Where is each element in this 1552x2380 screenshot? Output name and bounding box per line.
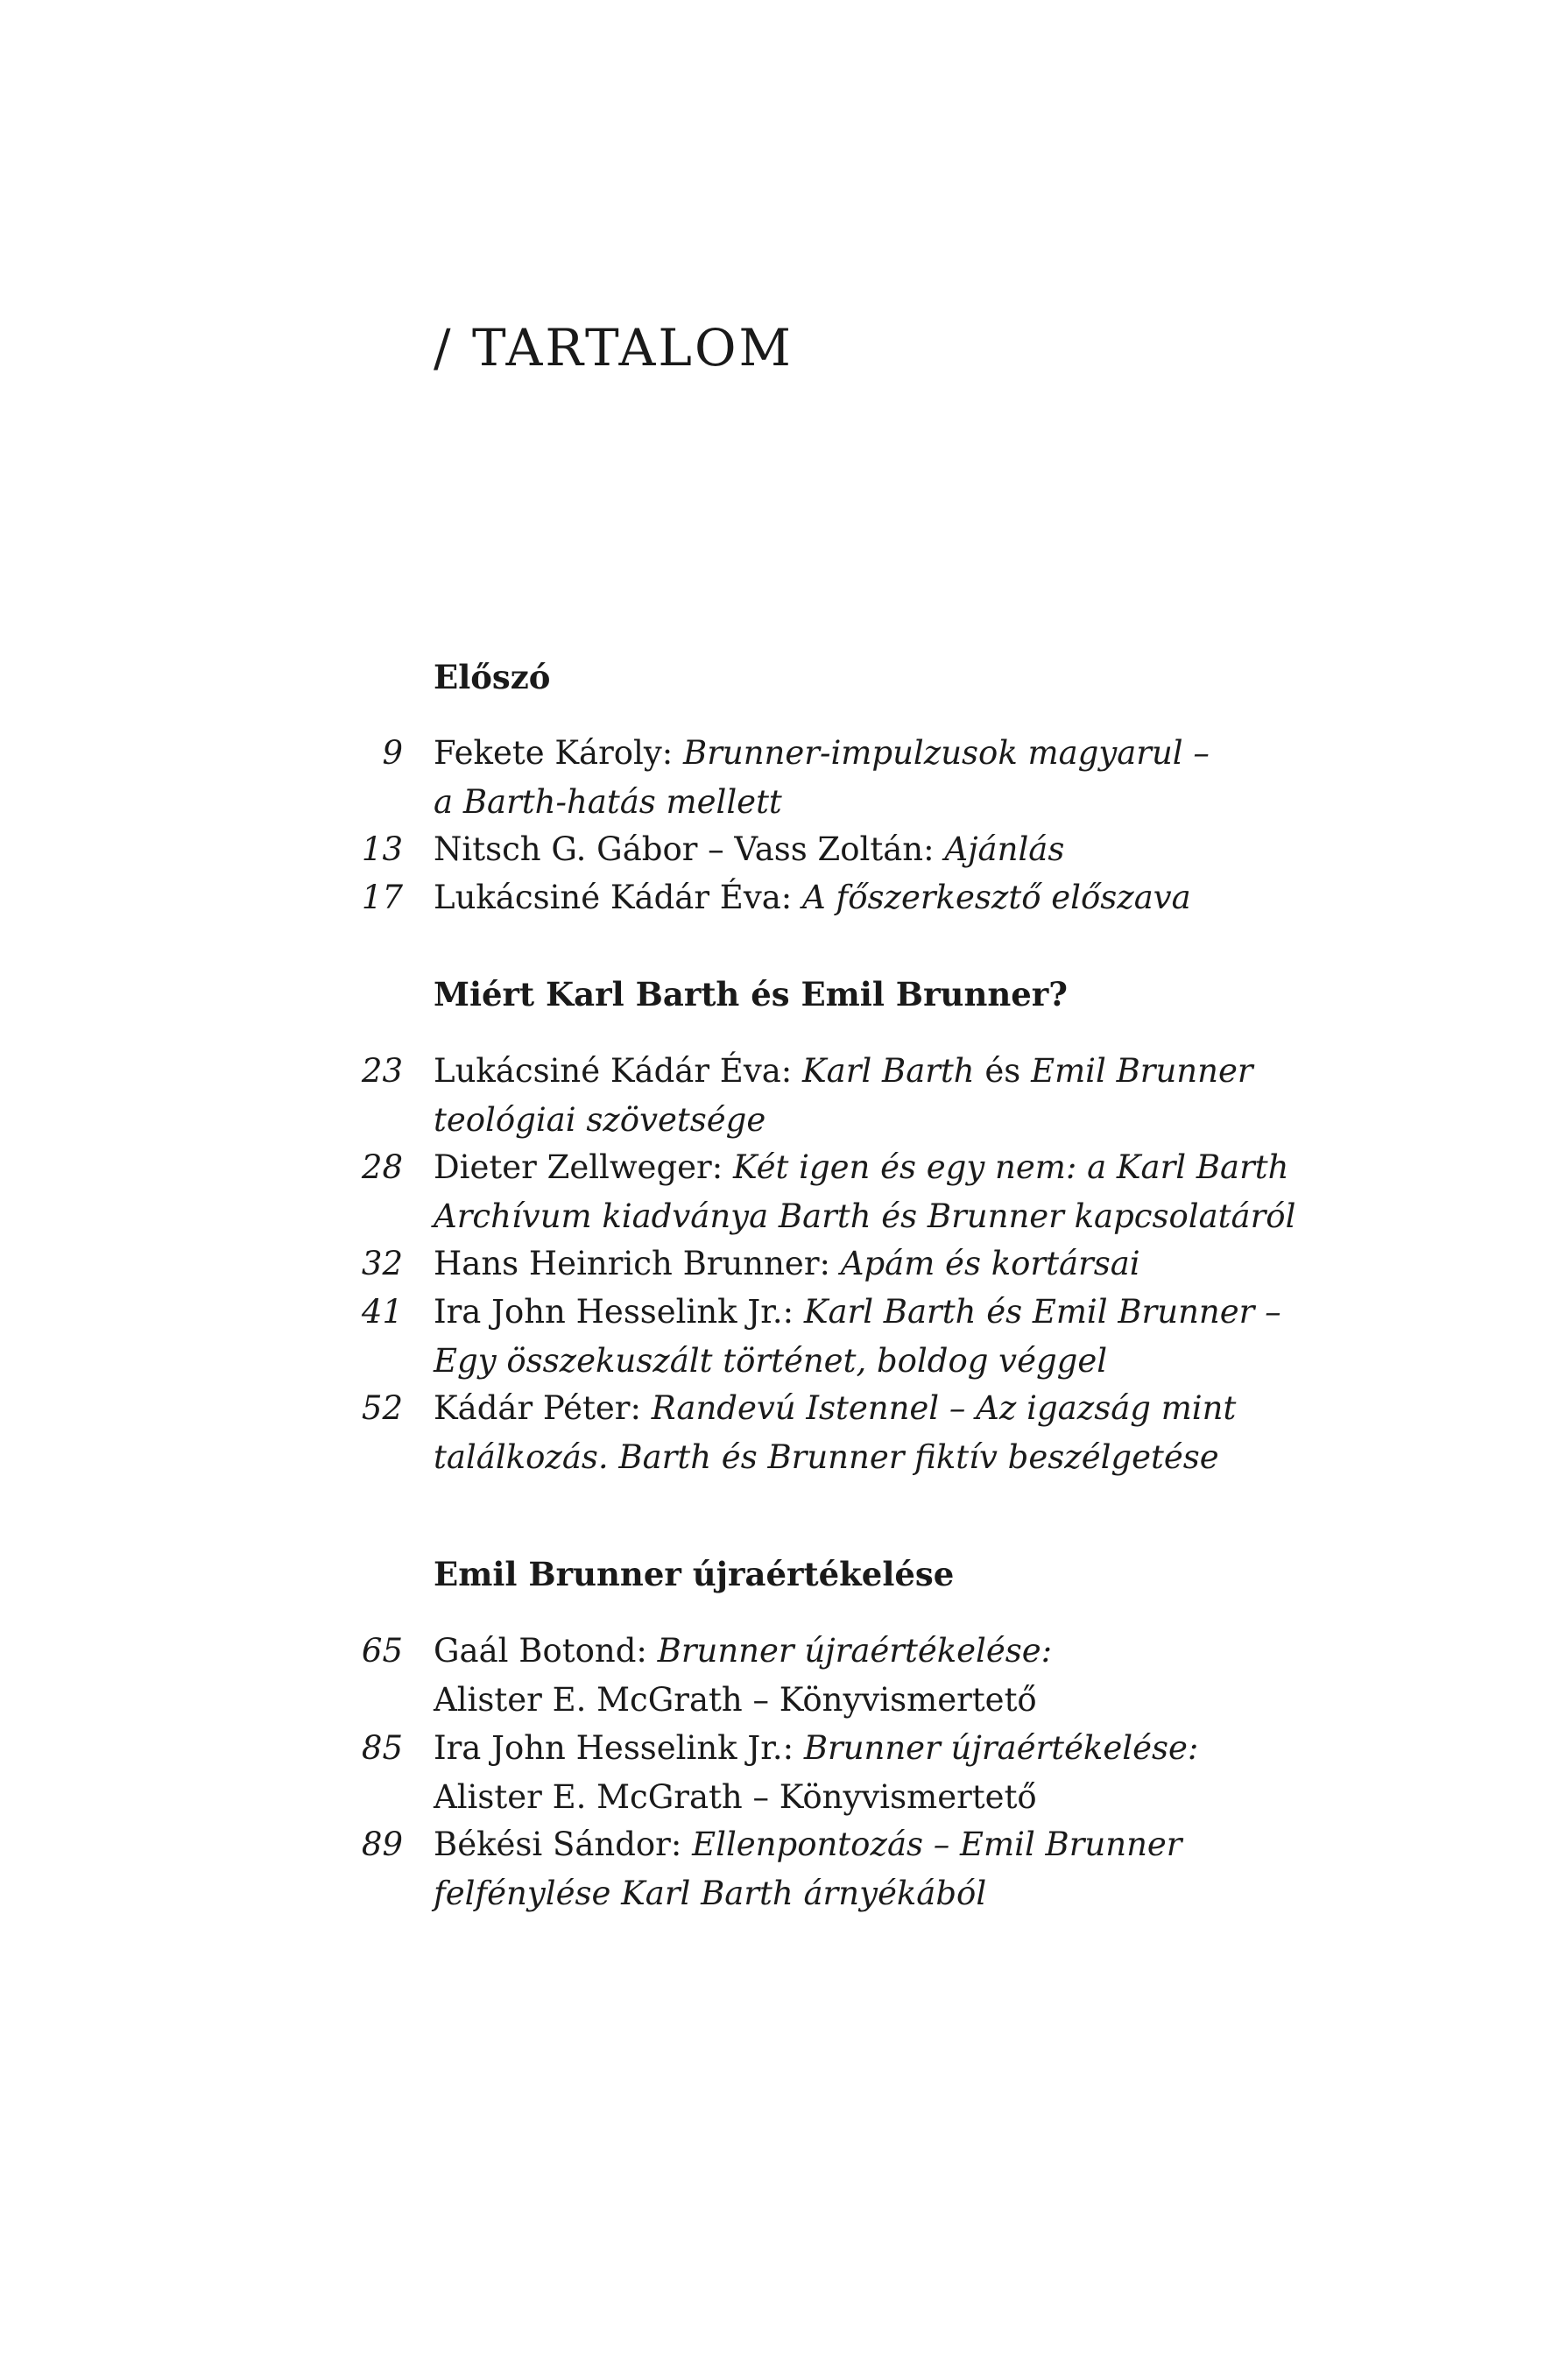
toc-entry-text <box>434 1288 1309 1386</box>
toc-entry-line <box>434 1676 1309 1725</box>
entry-title-segment: Randevú Istennel – Az igazság mint <box>651 1389 1237 1427</box>
entry-title-segment: Két igen és egy nem: a Karl Barth <box>732 1148 1289 1186</box>
toc-entry-line <box>434 1869 1309 1918</box>
toc-entry-line <box>434 1384 1309 1433</box>
toc-entry-text <box>434 1239 1309 1289</box>
toc-page-number: 13 <box>361 830 403 868</box>
entry-title-segment: Karl Barth <box>802 1052 975 1090</box>
toc-entry-text <box>434 1047 1309 1145</box>
toc-entry-line <box>434 1096 1309 1145</box>
toc-entry-line <box>434 1288 1309 1337</box>
toc-page-number: 85 <box>361 1729 403 1767</box>
entry-author-segment: Alister E. McGrath – Könyvismertető <box>434 1681 1037 1719</box>
entry-title-segment: Brunner újraértékelése: <box>657 1632 1053 1670</box>
toc-entry-text <box>434 1820 1309 1918</box>
entry-author-segment: Alister E. McGrath – Könyvismertető <box>434 1778 1037 1816</box>
entry-title-segment: Ajánlás <box>944 830 1065 868</box>
entry-title-segment: felfénylése Karl Barth árnyékából <box>434 1875 987 1912</box>
entry-title-segment: Brunner-impulzusok magyarul – <box>683 734 1210 772</box>
toc-page-number: 65 <box>361 1632 403 1670</box>
toc-entry-line <box>434 1143 1309 1192</box>
toc-entry-line <box>434 873 1309 922</box>
toc-entry-text <box>434 1724 1309 1822</box>
entry-title-segment: Karl Barth és Emil Brunner – <box>803 1293 1281 1331</box>
toc-entry-text <box>434 1143 1309 1241</box>
toc-entry-text <box>434 873 1309 922</box>
page-title: / TARTALOM <box>434 318 794 378</box>
entry-title-segment: Egy összekuszált történet, boldog véggel <box>434 1342 1108 1380</box>
entry-author-segment: Ira John Hesselink Jr.: <box>434 1293 804 1331</box>
toc-page-number: 32 <box>361 1245 403 1282</box>
entry-title-segment: Archívum kiadványa Barth és Brunner kapcsolatáról <box>434 1197 1296 1235</box>
entry-title-segment: Brunner újraértékelése: <box>803 1729 1199 1767</box>
toc-entry-text <box>434 825 1309 874</box>
toc-entry-text <box>434 729 1309 827</box>
toc-entry-line <box>434 1239 1309 1289</box>
entry-author-segment: és <box>974 1052 1032 1090</box>
entry-title-segment: Apám és kortársai <box>840 1245 1140 1282</box>
entry-title-segment: teológiai szövetsége <box>434 1101 766 1139</box>
toc-page-number: 28 <box>361 1148 403 1186</box>
toc-entry-text <box>434 1384 1309 1482</box>
toc-entry-line <box>434 729 1309 778</box>
entry-author-segment: Lukácsiné Kádár Éva: <box>434 879 803 916</box>
toc-entry-line <box>434 1192 1309 1241</box>
entry-author-segment: Fekete Károly: <box>434 734 684 772</box>
toc-page-number: 41 <box>361 1293 403 1331</box>
toc-entry-line <box>434 1627 1309 1676</box>
entry-author-segment: Lukácsiné Kádár Éva: <box>434 1052 803 1090</box>
entry-author-segment: Békési Sándor: <box>434 1826 693 1863</box>
entry-author-segment: Dieter Zellweger: <box>434 1148 733 1186</box>
entry-title-segment: a Barth-hatás mellett <box>434 783 782 821</box>
entry-author-segment: Ira John Hesselink Jr.: <box>434 1729 804 1767</box>
toc-entry-line <box>434 1773 1309 1822</box>
toc-page-number: 9 <box>382 734 403 772</box>
toc-entry-line <box>434 778 1309 827</box>
toc-page-number: 17 <box>361 879 403 916</box>
entry-author-segment: Kádár Péter: <box>434 1389 652 1427</box>
section-heading: Miért Karl Barth és Emil Brunner? <box>434 975 1068 1013</box>
toc-entry-line <box>434 1433 1309 1482</box>
entry-title-segment: Emil Brunner <box>1031 1052 1253 1090</box>
toc-entry-text <box>434 1627 1309 1725</box>
toc-entry-line <box>434 1724 1309 1773</box>
entry-title-segment: A főszerkesztő előszava <box>802 879 1191 916</box>
entry-title-segment: találkozás. Barth és Brunner fiktív beszélgetése <box>434 1438 1219 1476</box>
entry-author-segment: Hans Heinrich Brunner: <box>434 1245 841 1282</box>
toc-page-number: 52 <box>361 1389 403 1427</box>
entry-title-segment: Ellenpontozás – Emil Brunner <box>692 1826 1182 1863</box>
toc-page-number: 23 <box>361 1052 403 1090</box>
toc-entry-line <box>434 1047 1309 1096</box>
section-heading: Emil Brunner újraértékelése <box>434 1555 955 1593</box>
entry-author-segment: Nitsch G. Gábor – Vass Zoltán: <box>434 830 945 868</box>
toc-entry-line <box>434 825 1309 874</box>
toc-page-number: 89 <box>361 1826 403 1863</box>
entry-author-segment: Gaál Botond: <box>434 1632 658 1670</box>
toc-entry-line <box>434 1337 1309 1386</box>
toc-entry-line <box>434 1820 1309 1869</box>
section-heading: Előszó <box>434 658 551 696</box>
